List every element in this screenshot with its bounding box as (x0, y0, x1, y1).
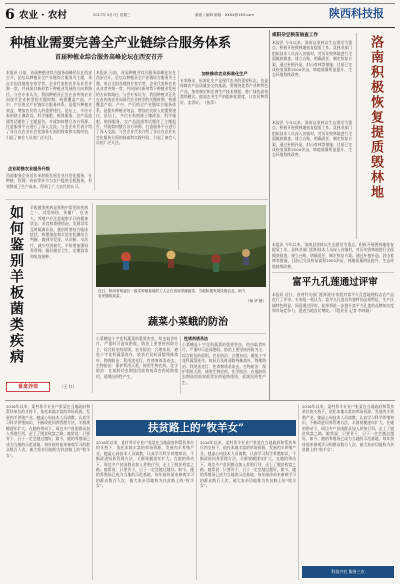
pest-body-column-1: 小菜蛾是十字花科蔬菜的重要害虫，幼虫取食叶片，严重时可造成绝收。防治上要坚持预防为主、综合防治的原则。农业防治：合理布局，避免十字花科蔬菜连作，收获后及时清除残株落叶。物理防治：利用黑光灯、性诱剂诱杀成虫。生物防治：保护利用天敌，使用生物农药。化学防治：在低龄幼虫期选用高效低毒农药轮换使用，延缓抗药性产生。 (96, 336, 178, 379)
masthead (5, 6, 395, 26)
right-story-headline: 咸阳杂豆秧苗抽查工作 (272, 33, 318, 38)
side-story-tag-label: 畜禽养殖 (17, 384, 38, 390)
editor-line: 版面 / 编辑 邮箱：XXXX@163.com (195, 13, 254, 17)
bottom-body-column-3: 2016年以来，某村养羊专业户张某在当地政府和帮扶单位的支持下，依托本地丰富的草场资源，发展肉羊养殖产业。她虚心向技术人员请教，认真学习科学养殖知识，不断改进饲养管理方法，羊群规模逐年扩大。在她的带动下，周边多户贫困群众加入养殖行列，走上了脱贫致富之路。她常说：只要肯干，日子一定会越过越好。如今，她的养殖场已成为当地的示范基地，每年接待前来参观学习的群众数百人次，被大家亲切地称为扶贫路上的“牧羊女”。 (200, 440, 296, 489)
main-headline: 种植业需要完善全产业链综合服务体系 (10, 36, 232, 51)
bottom-banner (96, 420, 296, 436)
pest-headline: 蔬菜小菜蛾的防治 (148, 317, 228, 328)
main-story-subhead: 加快推动农业标准化生产 (201, 71, 248, 76)
side-story-body: 羊板菌类疾病是养殖中常见的疾病之一，其发病快、传播广、危害大。养殖户应注意观察羊只的精神状态、采食和粪便情况，发现异常及时隔离诊治。鉴别时要结合临床症状、病理剖检和实验室检测综合判断，做到早发现、早诊断、早治疗，减少经济损失。平时要加强饲养管理，搞好圈舍卫生，定期消毒和免疫接种。 (30, 205, 88, 259)
right-story-body-lower: 本报讯 今年以来，洛南县坚持以生态建设为重点，积极开展毁林地恢复提质工作。县林业部门组织技术人员深入各镇村，对历年毁林地进行全面摸底排查，建立台账，明确责任，制定恢复方案。通过补植补造、封山育林等措施，目前已完成恢复面积2000余亩，林地质量明显提升，生态环境持续改善。 (272, 242, 394, 269)
bottom-footer-bar (302, 566, 394, 578)
main-subheadline: 首届种植业综合服务高峰论坛在西安召开 (55, 54, 164, 61)
side-story-tag (6, 382, 50, 392)
main-story-column-3: 专家指出，标准化生产是现代农业的重要标志，也是保障农产品质量安全的基础。要围绕优势产业和特色产品，加快制定和完善生产技术规程，推广绿色高效栽培模式，提高农业生产的组织化程度，让农民种得好、卖得好。（张萍） (180, 78, 268, 105)
section-title: 农业 · 农村 (19, 10, 67, 21)
page-number: 6 (5, 7, 15, 23)
bottom-body-column-2: 2016年以来，某村养羊专业户张某在当地政府和帮扶单位的支持下，依托本地丰富的草场资源，发展肉羊养殖产业。她虚心向技术人员请教，认真学习科学养殖知识，不断改进饲养管理方法，羊群规模逐年扩大。在她的带动下，周边多户贫困群众加入养殖行列，走上了脱贫致富之路。她常说：只要肯干，日子一定会越过越好。如今，她的养殖场已成为当地的示范基地，每年接待前来参观学习的群众数百人次，被大家亲切地称为扶贫路上的“牧羊女”。 (96, 440, 194, 489)
bottom-body-column-1: 2016年以来，某村养羊专业户张某在当地政府和帮扶单位的支持下，依托本地丰富的草场资源，发展肉羊养殖产业。她虚心向技术人员请教，认真学习科学养殖知识，不断改进饲养管理方法，羊群规模逐年扩大。在她的带动下，周边多户贫困群众加入养殖行列，走上了脱贫致富之路。她常说：只要肯干，日子一定会越过越好。如今，她的养殖场已成为当地的示范基地，每年接待前来参观学习的群众数百人次，被大家亲切地称为扶贫路上的“牧羊女”。 (6, 404, 90, 458)
side-story-author: （王 红） (60, 384, 77, 389)
pest-subhead: 性诱剂诱杀法 (184, 336, 208, 341)
right-sub-headline: 富平九孔莲通过评审 (292, 277, 378, 288)
right-story-vertical-title-box (356, 33, 394, 239)
right-story-vertical-title: 洛南积极恢复提质毁林地 (368, 35, 383, 200)
right-story-body-mid: 本报讯 今年以来，洛南县坚持以生态建设为重点，积极开展毁林地恢复提质工作。县林业部门组织技术人员深入各镇村，对历年毁林地进行全面摸底排查，建立台账，明确责任，制定恢复方案。通过补植补造、封山育林等措施，目前已完成恢复面积2000余亩，林地质量明显提升，生态环境持续改善。 (272, 120, 352, 158)
photo-credit: （杨 华 摄） (245, 299, 266, 303)
bottom-footer-note: 科技兴农 服务三农 (331, 569, 365, 574)
paper-name: 陕西科技报 (329, 7, 384, 20)
date-line: 2017年 5月7日 星期三 (93, 13, 131, 17)
field-photo-art (96, 205, 266, 287)
photo-caption: 近日，陕西省杨凌区一蔬菜种植基地的工人正在田间采摘蔬菜，当地积极发展设施农业，助力农民增收致富。 (98, 289, 246, 298)
main-story-column-1: 本报讯 日前，首届种植业综合服务高峰论坛在西安召开。论坛以种植业全产业链综合服务为主题，来自全国各地的专家学者、企业代表和农业从业者齐聚一堂，共同探讨新形势下种植业发展的方向和路径。与会专家认为，我国种植业正处在由传统农业向现代农业转型的关键时期，构建覆盖产前、产中、产后的全产业链综合服务体系，是提升种植业效益、增加农民收入的重要途径。论坛上，多位专家围绕土壤改良、科学施肥、植保服务、农产品流通等话题作了主题报告，并就如何整合各方资源、打造服务平台进行了深入交流。与会企业代表介绍了各自在农业社会化服务方面的探索和实践经验，引起了参会人员的广泛关注。 (6, 70, 92, 140)
bottom-body-column-4: 2016年以来，某村养羊专业户张某在当地政府和帮扶单位的支持下，依托本地丰富的草场资源，发展肉羊养殖产业。她虚心向技术人员请教，认真学习科学养殖知识，不断改进饲养管理方法，羊群规模逐年扩大。在她的带动下，周边多户贫困群众加入养殖行列，走上了脱贫致富之路。她常说：只要肯干，日子一定会越过越好。如今，她的养殖场已成为当地的示范基地，每年接待前来参观学习的群众数百人次，被大家亲切地称为扶贫路上的“牧羊女”。 (302, 404, 394, 453)
right-story-body-top: 本报讯 今年以来，洛南县坚持以生态建设为重点，积极开展毁林地恢复提质工作。县林业部门组织技术人员深入各镇村，对历年毁林地进行全面摸底排查，建立台账，明确责任，制定恢复方案。通过补植补造、封山育林等措施，目前已完成恢复面积2000余亩，林地质量明显提升，生态环境持续改善。 (272, 40, 352, 78)
mid-left-body: 西部服务企业近年来积极发展农业社会化服务，在种植、管理、收获等环节为农户提供全程服务，有效降低了生产成本，得到了广大农民的认可。 (6, 173, 92, 189)
main-story-column-2: 本报讯 日前，首届种植业综合服务高峰论坛在西安召开。论坛以种植业全产业链综合服务为主题，来自全国各地的专家学者、企业代表和农业从业者齐聚一堂，共同探讨新形势下种植业发展的方向和路径。与会专家认为，我国种植业正处在由传统农业向现代农业转型的关键时期，构建覆盖产前、产中、产后的全产业链综合服务体系，是提升种植业效益、增加农民收入的重要途径。论坛上，多位专家围绕土壤改良、科学施肥、植保服务、农产品流通等话题作了主题报告，并就如何整合各方资源、打造服务平台进行了深入交流。与会企业代表介绍了各自在农业社会化服务方面的探索和实践经验，引起了参会人员的广泛关注。 (96, 70, 176, 146)
bottom-headline: 扶贫路上的“牧羊女” (147, 422, 245, 434)
right-sub-body: 本报讯 近日，由省有关部门组织的专家组对富平九孔莲地理标志农产品进行了评审。专家组一致认为，富平九孔莲具有独特的品质特征，生产区域特色明显，同意通过评审。此举将进一步提升富平九孔莲的品牌知名度和市场竞争力，促进当地农民增收。（程亚亚 记者 李林娟） (272, 292, 394, 314)
vegetable-field-photo (96, 205, 266, 287)
mid-left-subhead: 企业助推农业服务升级 (8, 166, 50, 171)
pest-body-column-2: 小菜蛾是十字花科蔬菜的重要害虫，幼虫取食叶片，严重时可造成绝收。防治上要坚持预防为主、综合防治的原则。农业防治：合理布局，避免十字花科蔬菜连作，收获后及时清除残株落叶。物理防治：利用黑光灯、性诱剂诱杀成虫。生物防治：保护利用天敌，使用生物农药。化学防治：在低龄幼虫期选用高效低毒农药轮换使用，延缓抗药性产生。 (182, 342, 266, 385)
side-story-headline: 如何鉴别羊板菌类疾病 (8, 205, 24, 365)
